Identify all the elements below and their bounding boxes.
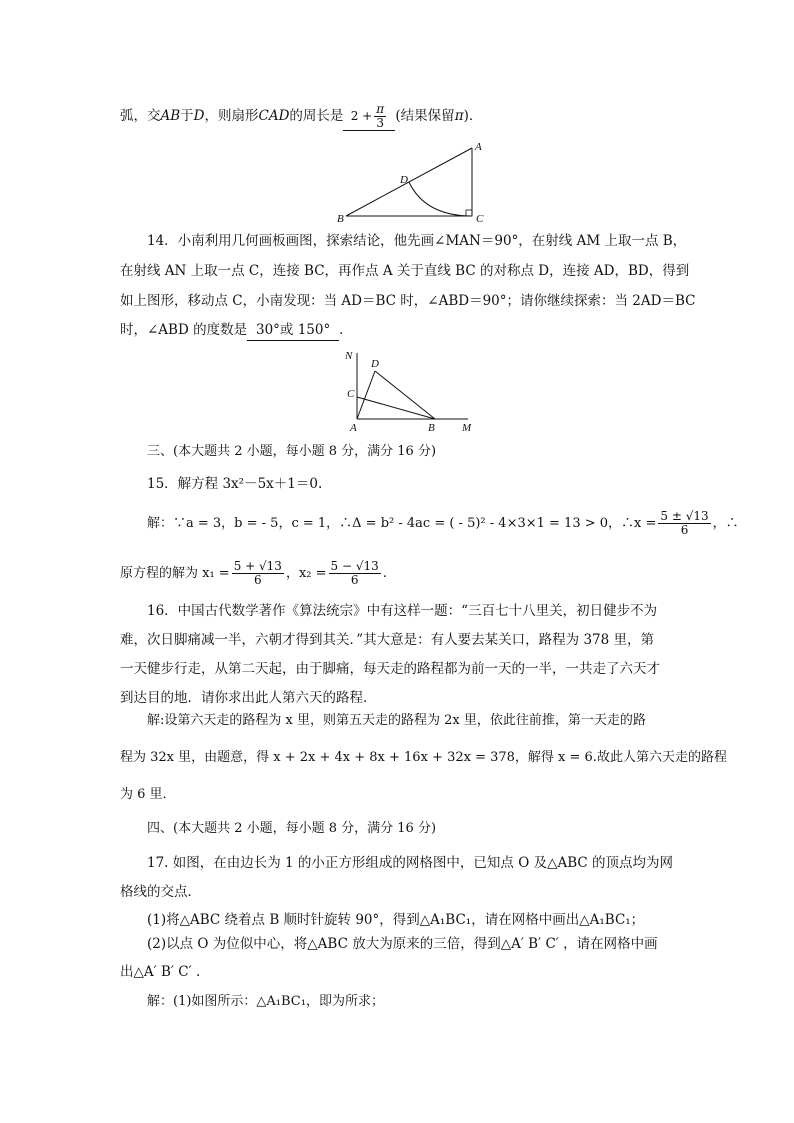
q14-figure [340,345,480,435]
q17-line5: 出△A′ B′ C′ . [120,964,201,980]
q14-label-C: C [347,388,355,400]
section-4-heading: 四、(本大题共 2 小题，每小题 8 分，满分 16 分) [147,821,437,836]
q16-line1: 16．中国古代数学著作《算法统宗》中有这样一题：“三百七十八里关，初日健步不为 [147,603,658,619]
q17-line1: 17. 如图，在由边长为 1 的小正方形组成的网格图中，已知点 O 及△ABC 的顶点均为网 [147,855,674,871]
q13-label-D: D [400,174,408,186]
section-3-heading: 三、(本大题共 2 小题，每小题 8 分，满分 16 分) [147,444,437,459]
q16-solution-line2: 程为 32x 里，由题意，得 x + 2x + 4x + 8x + 16x + 32x = 378，解得 x = 6.故此人第六天走的路程 [120,750,727,765]
q17-line4: (2)以点 O 为位似中心，将△ABC 放大为原来的三倍，得到△A′ B′ C′ ，请在网格中画 [147,936,658,952]
q13-figure [330,140,500,230]
q15-solution-line1: 解：∵a = 3，b = - 5，c = 1，∴Δ = b² - 4ac = ( - 5)² - 4×3×1 = 13 > 0，∴x = $\frac{5 \pm √13}{6}$ ，∴ [147,509,739,537]
q14-label-M: M [462,422,472,434]
q13-label-A: A [475,141,482,153]
q16-line3: 一天健步行走，从第二天起，由于脚痛，每天走的路程都为前一天的一半，一共走了六天才 [120,661,660,677]
q14-answer: 30°或 150° [247,320,339,341]
q16-solution-line1: 解:设第六天走的路程为 x 里，则第五天走的路程为 2x 里，依此往前推，第一天走的路 [147,713,646,728]
q15-title: 15．解方程 3x²－5x＋1＝0. [147,476,323,492]
q14-line3: 如上图形，移动点 C，小南发现：当 AD＝BC 时，∠ABD＝90°；请你继续探索：当 2AD＝BC [120,293,696,309]
q16-solution-line3: 为 6 里． [120,787,176,802]
q17-line2: 格线的交点． [120,884,201,900]
q17-line3: (1)将△ABC 绕着点 B 顺时针旋转 90°，得到△A₁BC₁，请在网格中画出△A₁BC₁； [147,912,645,928]
q13-text: 弧，交AB于D，则扇形CAD的周长是 2 + $\frac{\pi}{3}$ (结果保留π)． [120,102,483,130]
q13-label-B: B [337,213,344,225]
q14-line2: 在射线 AN 上取一点 C，连接 BC，再作点 A 关于直线 BC 的对称点 D，连接 AD，BD，得到 [120,263,690,279]
q16-line4: 到达目的地．请你求出此人第六天的路程． [120,690,377,706]
q16-line2: 难，次日脚痛减一半，六朝才得到其关．”其大意是：有人要去某关口，路程为 378 里，第 [120,632,655,648]
q17-solution-line1: 解：(1)如图所示：△A₁BC₁，即为所求； [147,994,384,1009]
q13-label-C: C [476,213,484,225]
q15-solution-line2: 原方程的解为 x₁ = $\frac{5 + √13}{6}$ ，x₂ = $\frac{5 - √13}{6}$ . [120,559,387,587]
q14-line1: 14．小南利用几何画板画图，探索结论，他先画∠MAN＝90°，在射线 AM 上取一点 B， [147,233,687,249]
q13-answer: 2 + $\frac{\pi}{3}$ [343,103,395,131]
q14-label-D: D [371,358,379,370]
q14-line4: 时，∠ABD 的度数是 30°或 150° ． [120,320,353,341]
q14-label-A: A [350,422,357,434]
q14-label-B: B [428,422,435,434]
q14-label-N: N [345,350,353,362]
